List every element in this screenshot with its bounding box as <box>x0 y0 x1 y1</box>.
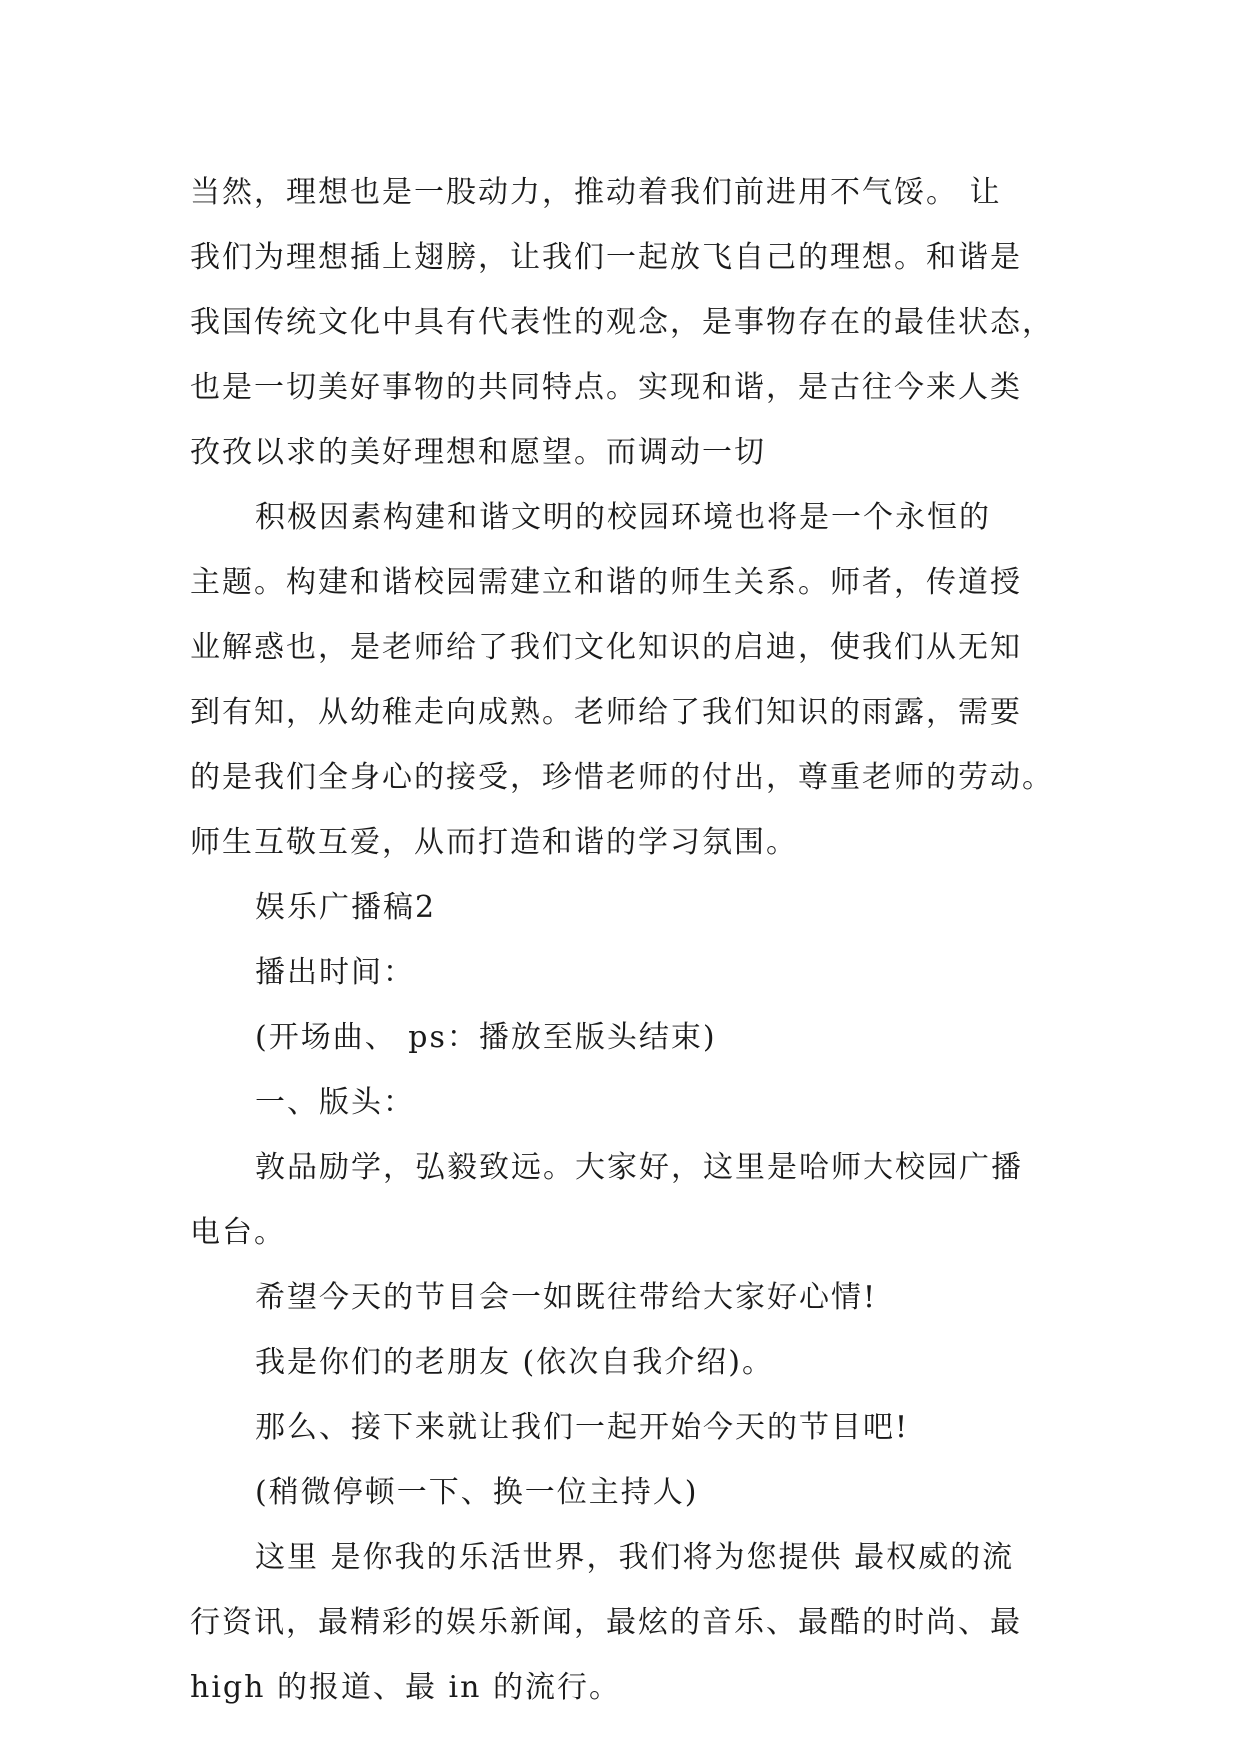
text-line: 积极因素构建和谐文明的校园环境也将是一个永恒的 <box>255 500 991 535</box>
text-line: 到有知，从幼稚走向成熟。老师给了我们知识的雨露，需要 <box>190 695 1022 730</box>
text-line: high 的报道、最 in 的流行。 <box>190 1670 621 1705</box>
text-line: (开场曲、 ps：播放至版头结束) <box>255 1020 717 1055</box>
text-line: 师生互敬互爱，从而打造和谐的学习氛围。 <box>190 825 798 860</box>
text-line: 敦品励学，弘毅致远。大家好，这里是哈师大校园广播 <box>255 1150 1023 1185</box>
text-line: 行资讯，最精彩的娱乐新闻，最炫的音乐、最酷的时尚、最 <box>190 1605 1022 1640</box>
text-line: 我们为理想插上翅膀，让我们一起放飞自己的理想。和谐是 <box>190 240 1022 275</box>
text-line: 业解惑也，是老师给了我们文化知识的启迪，使我们从无知 <box>190 630 1022 665</box>
text-line: 也是一切美好事物的共同特点。实现和谐，是古往今来人类 <box>190 370 1022 405</box>
text-line: 娱乐广播稿2 <box>255 890 437 925</box>
text-line: 当然，理想也是一股动力，推动着我们前进用不气馁。 让 <box>190 175 1002 210</box>
text-line: 电台。 <box>190 1215 286 1250</box>
document-body <box>190 160 1090 1720</box>
text-line: 我是你们的老朋友 (依次自我介绍)。 <box>255 1345 774 1380</box>
text-line: 那么、接下来就让我们一起开始今天的节目吧! <box>255 1410 910 1445</box>
text-line: 播出时间： <box>255 955 415 990</box>
text-line: 我国传统文化中具有代表性的观念，是事物存在的最佳状态， <box>190 305 1054 340</box>
text-line: 这里 是你我的乐活世界，我们将为您提供 最权威的流 <box>255 1540 1015 1575</box>
text-line: 希望今天的节目会一如既往带给大家好心情! <box>255 1280 878 1315</box>
text-line: 孜孜以求的美好理想和愿望。而调动一切 <box>190 435 766 470</box>
text-line: 一、版头： <box>255 1085 415 1120</box>
text-line: 的是我们全身心的接受，珍惜老师的付出，尊重老师的劳动。 <box>190 760 1054 795</box>
text-line: (稍微停顿一下、换一位主持人) <box>255 1475 699 1510</box>
text-line: 主题。构建和谐校园需建立和谐的师生关系。师者，传道授 <box>190 565 1022 600</box>
